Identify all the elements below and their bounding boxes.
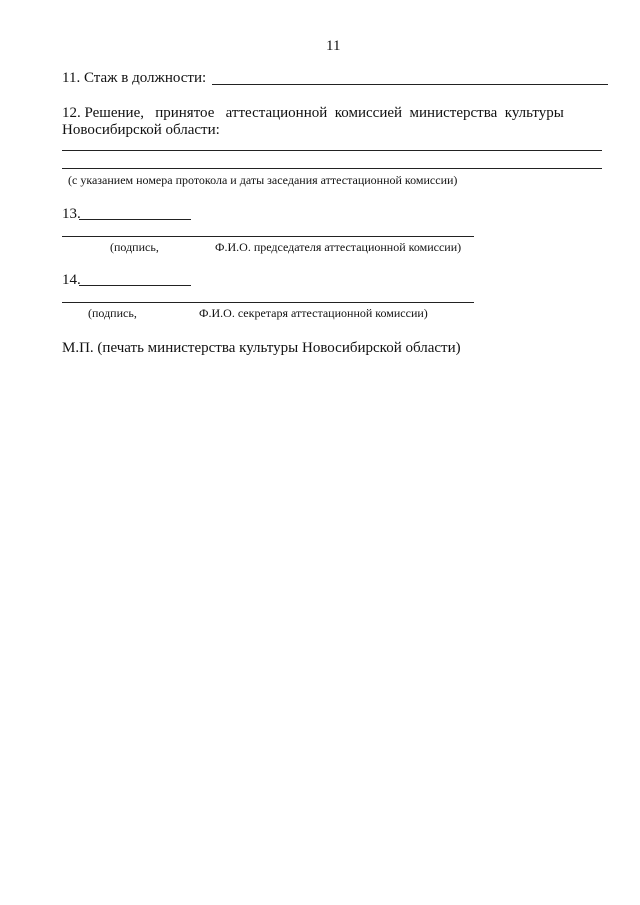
item-13-caption-sign: (подпись, bbox=[110, 240, 159, 254]
item-14-signature-line bbox=[62, 302, 474, 303]
item-14-caption-name: Ф.И.О. секретаря аттестационной комиссии) bbox=[199, 306, 428, 320]
item-11-fill-line bbox=[212, 84, 608, 85]
item-14-caption-sign: (подпись, bbox=[88, 306, 137, 320]
item-11-label: 11. Стаж в должности: bbox=[62, 70, 207, 86]
item-14-short-line bbox=[79, 285, 191, 286]
page-number: 11 bbox=[326, 38, 341, 54]
item-12-line-2: Новосибирской области: bbox=[62, 122, 220, 138]
item-12-caption: (с указанием номера протокола и даты заседания аттестационной комиссии) bbox=[68, 173, 458, 187]
item-12-line-1: 12. Решение, принятое аттестационной комиссией министерства культуры bbox=[62, 105, 564, 121]
stamp-note: М.П. (печать министерства культуры Новосибирской области) bbox=[62, 340, 461, 356]
item-13-short-line bbox=[79, 219, 191, 220]
item-13-number: 13. bbox=[62, 206, 81, 222]
item-14-number: 14. bbox=[62, 272, 81, 288]
item-13-signature-line bbox=[62, 236, 474, 237]
item-13-caption-name: Ф.И.О. председателя аттестационной комиссии) bbox=[215, 240, 462, 254]
item-12-decision-line-1 bbox=[62, 150, 602, 151]
item-12-decision-line-2 bbox=[62, 168, 602, 169]
